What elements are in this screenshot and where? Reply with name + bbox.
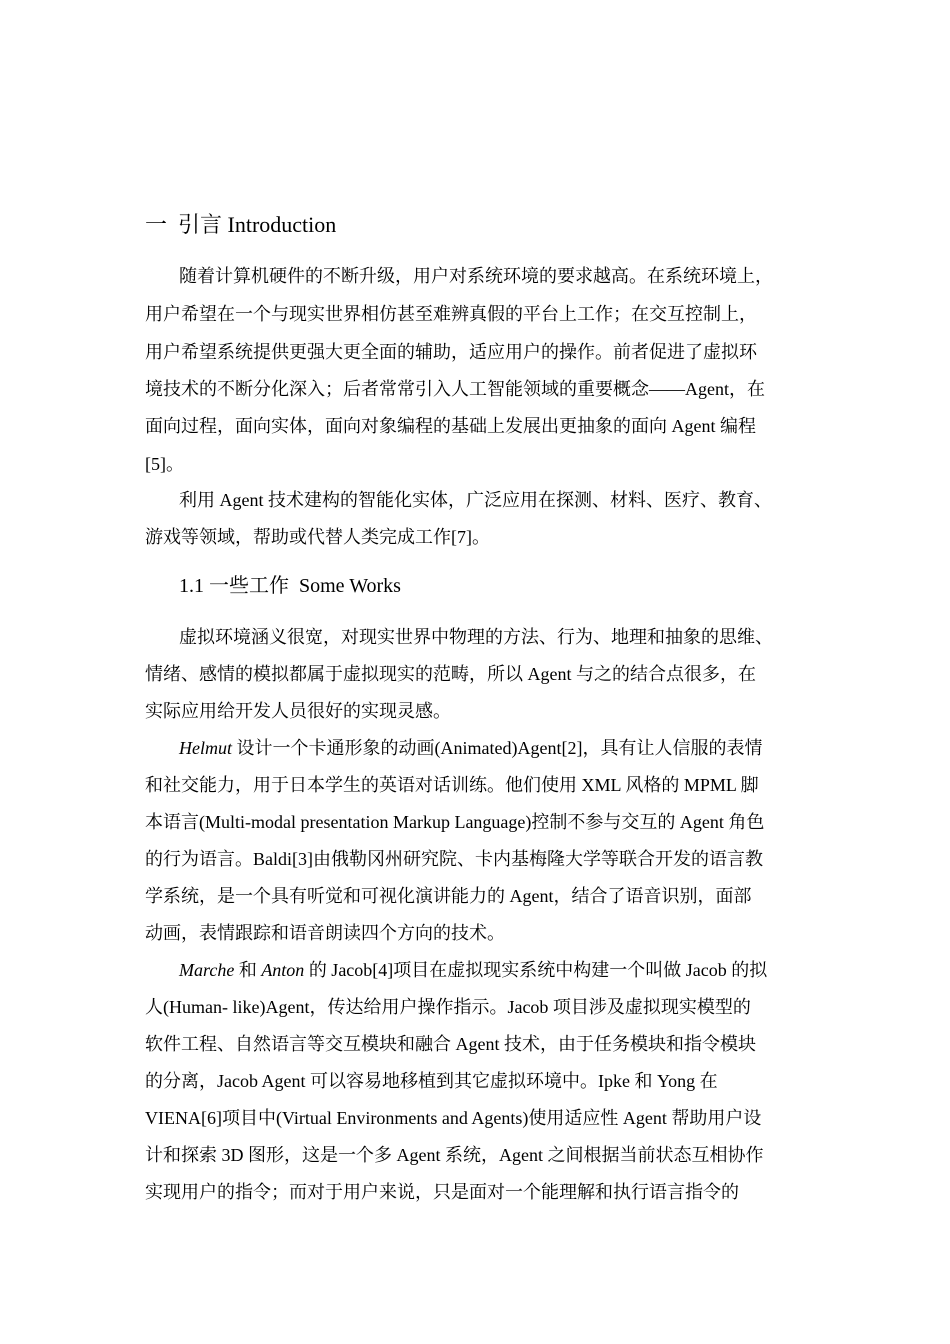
italic-name: Marche <box>179 960 235 980</box>
text-run: 和社交能力，用于日本学生的英语对话训练。他们使用 XML 风格的 MPML 脚 <box>145 775 759 795</box>
text-run: 软件工程、自然语言等交互模块和融合 Agent 技术，由于任务模块和指令模块 <box>145 1034 756 1054</box>
text-run: 学系统，是一个具有听觉和可视化演讲能力的 Agent，结合了语音识别，面部 <box>145 886 752 906</box>
paragraph-line <box>179 623 773 651</box>
text-run: 利用 Agent 技术建构的智能化实体，广泛应用在探测、材料、医疗、教育、 <box>179 490 772 510</box>
italic-name: Anton <box>261 960 305 980</box>
text-run: 面向过程，面向实体，面向对象编程的基础上发展出更抽象的面向 Agent 编程 <box>145 416 756 436</box>
text-run: 和 <box>234 960 262 980</box>
italic-name: Helmut <box>179 738 232 758</box>
text-run: 情绪、感情的模拟都属于虚拟现实的范畴，所以 Agent 与之的结合点很多，在 <box>145 664 756 684</box>
paragraph-line <box>145 523 490 551</box>
paragraph-line <box>145 697 451 725</box>
section-heading: 一 引言 Introduction <box>145 212 337 237</box>
paragraph-line <box>145 993 751 1021</box>
text-run: 本语言(Multi-modal presentation Markup Language)控制不参与交互的 Agent 角色 <box>145 812 765 832</box>
paragraph-line <box>145 1030 756 1058</box>
paragraph-line <box>145 375 765 403</box>
text-run: 虚拟环境涵义很宽，对现实世界中物理的方法、行为、地理和抽象的思维、 <box>179 627 773 647</box>
text-run: 用户希望系统提供更强大更全面的辅助，适应用户的操作。前者促进了虚拟环 <box>145 342 757 362</box>
paragraph-line <box>145 1104 761 1132</box>
text-run: 实现用户的指令；而对于用户来说，只是面对一个能理解和执行语言指令的 <box>145 1182 739 1202</box>
text-run: 境技术的不断分化深入；后者常常引入人工智能领域的重要概念——Agent，在 <box>145 379 765 399</box>
text-run: 的 Jacob[4]项目在虚拟现实系统中构建一个叫做 Jacob 的拟 <box>304 960 768 980</box>
paragraph-line <box>145 660 756 688</box>
paragraph-line <box>145 1141 763 1169</box>
text-run: 用户希望在一个与现实世界相仿甚至难辨真假的平台上工作；在交互控制上， <box>145 304 757 324</box>
subsection-heading: 1.1 一些工作 Some Works <box>179 575 401 597</box>
paragraph-line <box>145 450 184 478</box>
paragraph-line <box>145 771 759 799</box>
paragraph-line <box>145 1178 739 1206</box>
paragraph-line <box>179 486 772 514</box>
paragraph-line <box>179 734 762 762</box>
paragraph-line <box>145 882 752 910</box>
paragraph-line <box>145 919 505 947</box>
text-run: 人(Human- like)Agent，传达给用户操作指示。Jacob 项目涉及虚拟现实模型的 <box>145 997 751 1017</box>
paragraph-line <box>145 412 756 440</box>
paragraph-line <box>145 300 757 328</box>
text-run: 随着计算机硬件的不断升级，用户对系统环境的要求越高。在系统环境上， <box>179 266 773 286</box>
text-run: 实际应用给开发人员很好的实现灵感。 <box>145 701 451 721</box>
text-run: VIENA[6]项目中(Virtual Environments and Agents)使用适应性 Agent 帮助用户设 <box>145 1108 762 1128</box>
text-run: 设计一个卡通形象的动画(Animated)Agent[2]，具有让人信服的表情 <box>232 738 763 758</box>
paragraph-line <box>145 338 757 366</box>
text-run: 的行为语言。Baldi[3]由俄勒冈州研究院、卡内基梅隆大学等联合开发的语言教 <box>145 849 763 869</box>
text-run: 游戏等领域，帮助或代替人类完成工作[7]。 <box>145 527 490 547</box>
paragraph-line <box>179 262 773 290</box>
paragraph-line <box>145 1067 718 1095</box>
text-run: 的分离，Jacob Agent 可以容易地移植到其它虚拟环境中。Ipke 和 Yong 在 <box>145 1071 718 1091</box>
text-run: [5]。 <box>145 454 184 474</box>
paragraph-line <box>145 808 764 836</box>
paragraph-line <box>179 956 767 984</box>
paragraph-line <box>145 845 763 873</box>
text-run: 计和探索 3D 图形，这是一个多 Agent 系统，Agent 之间根据当前状态互相协作 <box>145 1145 764 1165</box>
text-run: 动画，表情跟踪和语音朗读四个方向的技术。 <box>145 923 505 943</box>
